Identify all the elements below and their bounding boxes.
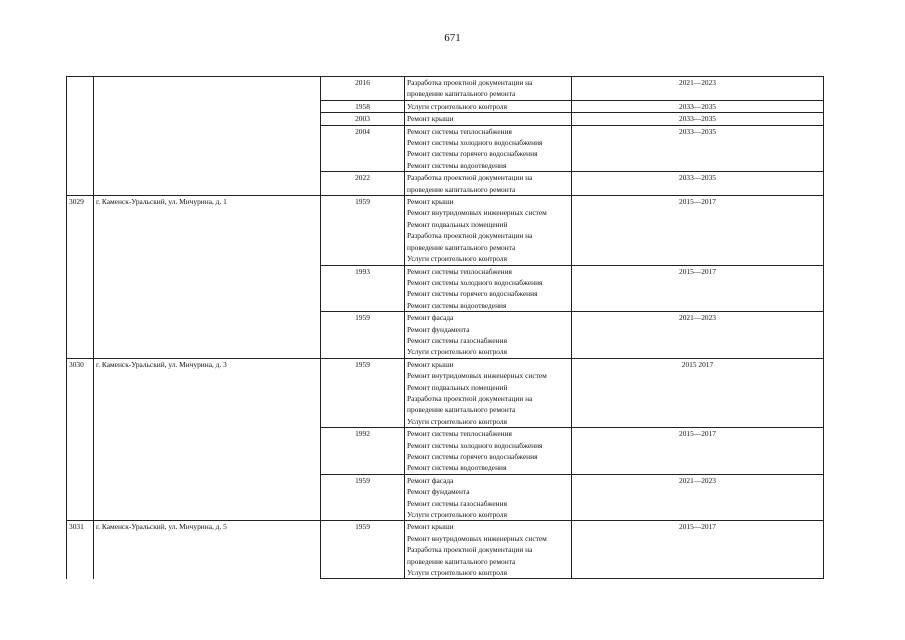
work-item: Ремонт крыши [407, 197, 454, 207]
work-year: 1959 [321, 312, 405, 359]
work-period: 2021—2023 [572, 312, 824, 359]
work-item: проведение капитального ремонта [407, 405, 516, 415]
work-item: Ремонт внутридомовых инженерных систем [407, 533, 547, 543]
work-list [405, 358, 572, 427]
work-item: Ремонт системы водоотведения [407, 463, 507, 473]
house-number [67, 77, 94, 196]
work-item: проведение капитального ремонта [407, 89, 516, 99]
work-item: Услуги строительного контроля [407, 254, 507, 264]
work-item: Услуги строительного контроля [407, 347, 507, 357]
page-number: 671 [444, 32, 461, 44]
work-period: 2033—2035 [572, 172, 824, 196]
work-item: Ремонт крыши [407, 114, 454, 124]
work-period: 2033—2035 [572, 100, 824, 112]
work-item: проведение капитального ремонта [407, 184, 516, 194]
work-item: Ремонт крыши [407, 522, 454, 532]
work-item: Ремонт системы газоснабжения [407, 335, 507, 345]
work-year: 1959 [321, 474, 405, 521]
work-item: Ремонт крыши [407, 359, 454, 369]
work-item: Ремонт системы холодного водоснабжения [407, 277, 543, 287]
work-list [405, 172, 572, 196]
work-item: Ремонт системы горячего водоснабжения [407, 289, 538, 299]
table-row [67, 521, 824, 579]
work-item: Ремонт системы теплоснабжения [407, 266, 512, 276]
work-year: 1959 [321, 521, 405, 579]
work-item: Ремонт системы газоснабжения [407, 498, 507, 508]
house-number: 3031 [67, 521, 94, 579]
work-item: Ремонт системы горячего водоснабжения [407, 149, 538, 159]
work-year: 2003 [321, 113, 405, 125]
work-period: 2021—2023 [572, 77, 824, 101]
work-period: 2015—2017 [572, 521, 824, 579]
work-item: Ремонт подвальных помещений [407, 219, 508, 229]
work-period: 2033—2035 [572, 125, 824, 172]
work-list [405, 428, 572, 475]
house-address [94, 77, 321, 196]
work-item: проведение капитального ремонта [407, 242, 516, 252]
work-period: 2015—2017 [572, 428, 824, 475]
work-item: Разработка проектной документации на [407, 393, 533, 403]
work-item: проведение капитального ремонта [407, 556, 516, 566]
work-item: Услуги строительного контроля [407, 416, 507, 426]
work-year: 1959 [321, 196, 405, 265]
work-period: 2015—2017 [572, 196, 824, 265]
work-period: 2033—2035 [572, 113, 824, 125]
table-row [67, 196, 824, 265]
work-item: Услуги строительного контроля [407, 510, 507, 520]
work-item: Разработка проектной документации на [407, 231, 533, 241]
table-row [67, 77, 824, 101]
work-item: Услуги строительного контроля [407, 101, 507, 111]
repair-schedule-table [66, 76, 824, 579]
work-period: 2015 2017 [572, 358, 824, 427]
house-address: г. Каменск-Уральский, ул. Мичурина, д. 3 [94, 358, 321, 521]
work-item: Ремонт внутридомовых инженерных систем [407, 371, 547, 381]
house-address: г. Каменск-Уральский, ул. Мичурина, д. 1 [94, 196, 321, 359]
work-list [405, 196, 572, 265]
table-body [67, 77, 824, 579]
work-item: Ремонт системы водоотведения [407, 300, 507, 310]
work-list [405, 474, 572, 521]
work-year: 2004 [321, 125, 405, 172]
work-item: Разработка проектной документации на [407, 173, 533, 183]
work-item: Ремонт фундамента [407, 324, 470, 334]
repair-schedule-table-wrapper [66, 76, 824, 579]
work-period: 2021—2023 [572, 474, 824, 521]
work-item: Ремонт фасада [407, 475, 454, 485]
work-year: 2016 [321, 77, 405, 101]
house-number: 3030 [67, 358, 94, 521]
work-item: Ремонт фундамента [407, 487, 470, 497]
work-item: Ремонт системы теплоснабжения [407, 429, 512, 439]
work-item: Ремонт системы холодного водоснабжения [407, 138, 543, 148]
house-address: г. Каменск-Уральский, ул. Мичурина, д. 5 [94, 521, 321, 579]
work-year: 2022 [321, 172, 405, 196]
work-list [405, 77, 572, 101]
work-list [405, 113, 572, 125]
work-item: Разработка проектной документации на [407, 545, 533, 555]
work-year: 1959 [321, 358, 405, 427]
work-year: 1993 [321, 265, 405, 312]
work-item: Ремонт системы холодного водоснабжения [407, 440, 543, 450]
work-item: Ремонт системы горячего водоснабжения [407, 452, 538, 461]
work-item: Ремонт системы теплоснабжения [407, 126, 512, 136]
work-item: Разработка проектной документации на [407, 78, 533, 87]
work-list [405, 125, 572, 172]
work-item: Услуги строительного контроля [407, 568, 507, 578]
work-year: 1992 [321, 428, 405, 475]
work-list [405, 521, 572, 579]
work-list [405, 265, 572, 312]
work-item: Ремонт системы водоотведения [407, 160, 507, 170]
work-item: Ремонт фасада [407, 313, 454, 323]
work-item: Ремонт подвальных помещений [407, 382, 508, 392]
work-period: 2015—2017 [572, 265, 824, 312]
work-list [405, 312, 572, 359]
work-year: 1958 [321, 100, 405, 112]
work-list [405, 100, 572, 112]
work-item: Ремонт внутридомовых инженерных систем [407, 208, 547, 218]
table-row [67, 358, 824, 427]
house-number: 3029 [67, 196, 94, 359]
